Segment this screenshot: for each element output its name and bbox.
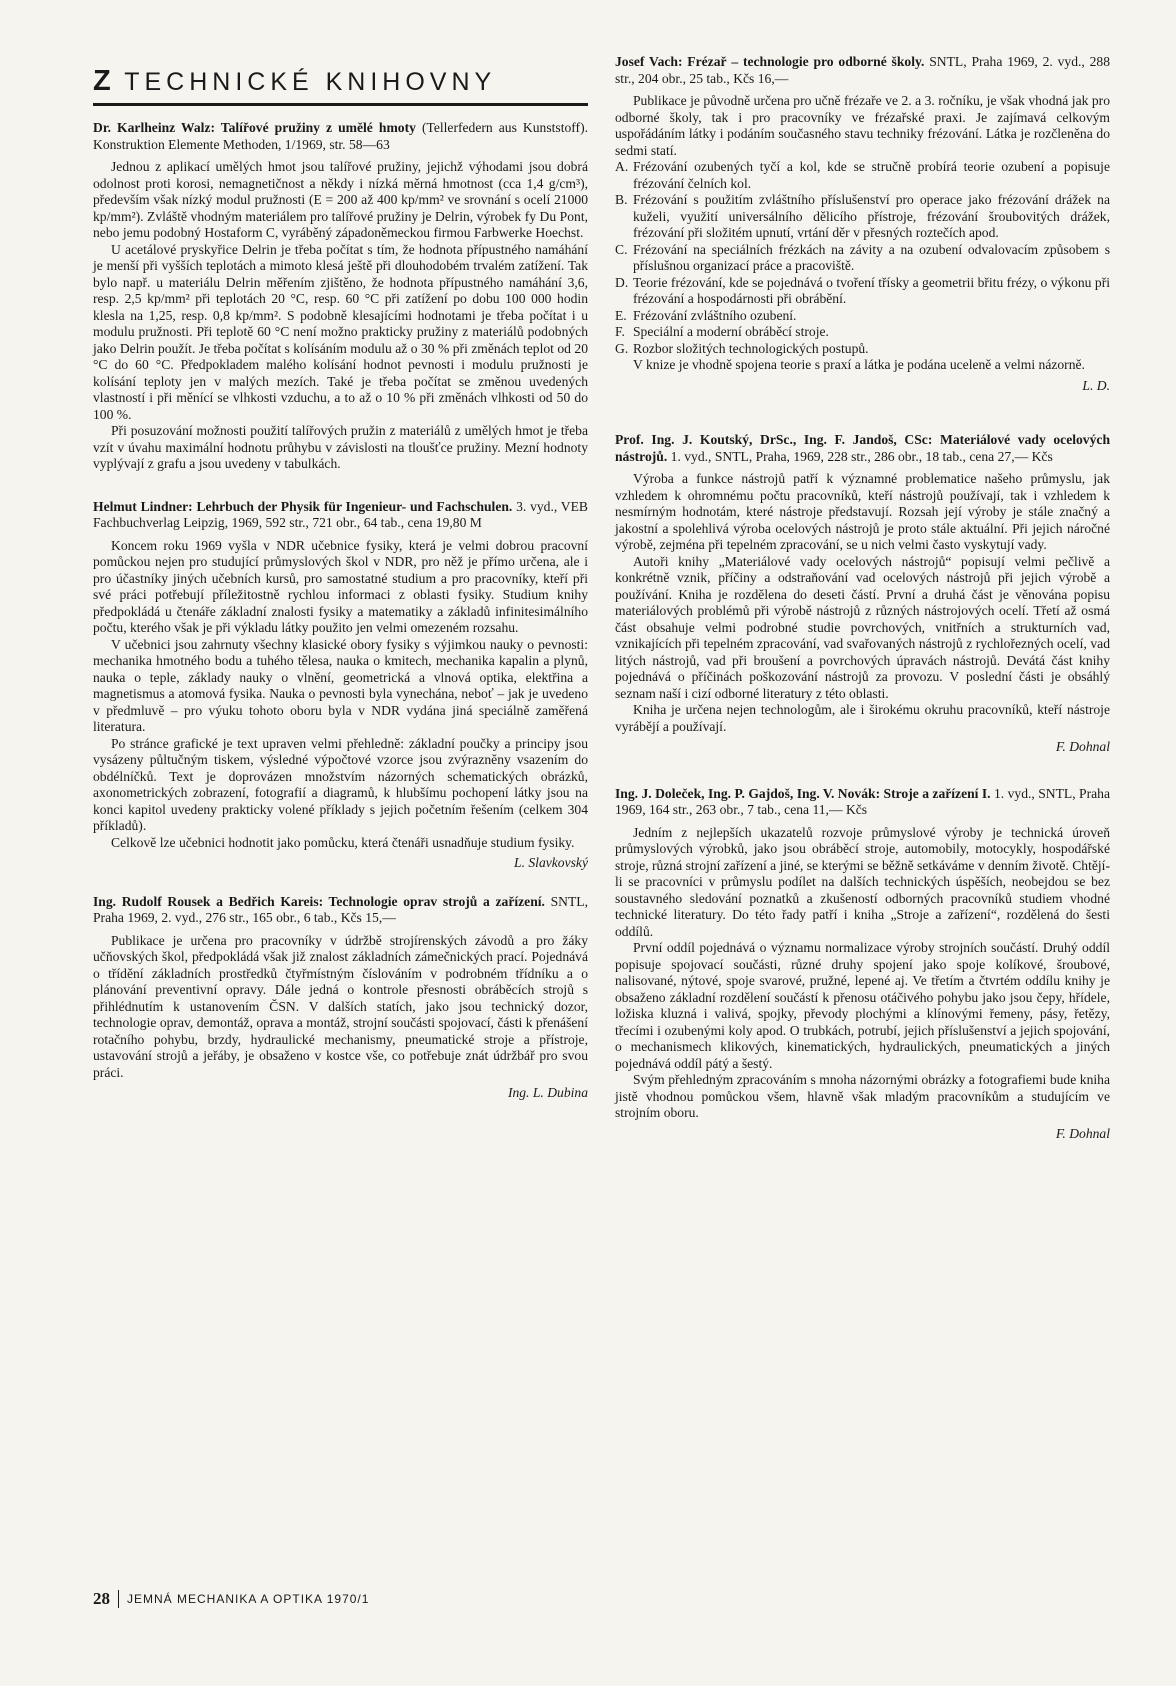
list-item — [615, 324, 1110, 341]
review-author-title: Ing. Rudolf Rousek a Bedřich Kareis: Technologie oprav strojů a zařízení. — [93, 893, 545, 909]
review-heading — [615, 432, 1110, 465]
review-paragraph: Publikace je určena pro pracovníky v údržbě strojírenských závodů a pro žáky učňovských škol, předpokládá však již znalost základních zámečnických prací. Pojednává o třídění základních prostředků čtyřmístným číslováním v podrobném třídníku a o plánování preventivní opravy. Dále jedná o kontrole přesnosti obráběcích strojů s přihlédnutím k ustanovením ČSN. V dalších statích, jako jsou technický dozor, technologie oprav, demontáž, oprava a montáž, strojní součásti spojovací, části k přenášení rotačního pohybu, brzdy, hydraulické mechanismy, pneumatické stroje a přístroje, ustavování strojů a jeřáby, je obsaženo v kostce vše, co potřebuje znát údržbář pro svou práci. — [93, 932, 588, 1080]
review-author-title: Ing. J. Doleček, Ing. P. Gajdoš, Ing. V. Novák: Stroje a zařízení I. — [615, 785, 991, 801]
review-paragraph: Autoři knihy „Materiálové vady ocelových nástrojů“ popisují velmi pečlivě a konkrétně vznik, příčiny a odstraňování vad ocelových nástrojů při jejich výrobě a používání. Kniha je rozdělena do deseti částí. První a druhá část je věnována popisu materiálových problémů při výrobě nástrojů z různých nástrojových ocelí. Třetí až osmá část obsahuje velmi podrobné studie povrchových, vnitřních a strukturních vad, vznikajících při tepelném zpracování, vad svařovaných nástrojů z rychlořezných ocelí, vad litých nástrojů, vad při broušení a povrchových úpravách nástrojů. Devátá část knihy pojednává o příčinách poškozování nástrojů za provozu. V poslední části je obsáhlý seznam naší i cizí odborné literatury z této oblasti. — [615, 553, 1110, 701]
list-letter: A. — [615, 159, 629, 174]
review-signature: F. Dohnal — [1055, 739, 1110, 754]
list-text: Frézování ozubených tyčí a kol, kde se stručně probírá teorie ozubení a popisuje frézování čelních kol. — [633, 159, 1110, 191]
review-heading — [615, 54, 1110, 87]
list-text: Speciální a moderní obráběcí stroje. — [633, 324, 829, 339]
review-paragraph: Koncem roku 1969 vyšla v NDR učebnice fysiky, která je velmi dobrou pracovní pomůckou nejen pro studující průmyslových škol v NDR, pro něž je přímo určena, ale i pro účastníky jiných učebních kursů, pro samostatné studium a pro pracovníky, kteří při své práci potřebují příležitostně rychlou informaci z oblasti fysiky. Studium knihy předpokládá u čtenáře základní znalosti fysiky a matematiky a základů infinitesimálního počtu, kterého však je při výkladu látky použito jen velmi omezeném rozsahu. — [93, 537, 588, 635]
review-bibliography: 1. vyd., SNTL, Praha 1969, 164 str., 263 obr., 7 tab., cena 11,— Kčs — [615, 785, 1111, 817]
review-paragraph: V učebnici jsou zahrnuty všechny klasické obory fysiky s výjimkou nauky o pevnosti: mechanika hmotného bodu a tuhého tělesa, nauka o kmitech, mechanika kapalin a plynů, nauka o teple, základy nauky o vlnění, geometrická a vlnová optika, elektřina a magnetismus a atomová fysika. Nauka o pevnosti byla vynechána, neboť – jak je uvedeno v předmluvě – pro výuku tohoto oboru byla v NDR vydána jiná speciálně zaměřená literatura. — [93, 636, 588, 734]
review-author-title: Prof. Ing. J. Koutský, DrSc., Ing. F. Jandoš, CSc: Materiálové vady ocelových nástrojů. — [615, 432, 1110, 464]
review-signature: Ing. L. Dubina — [507, 1085, 588, 1100]
review-paragraph: Svým přehledným zpracováním s mnoha názornými obrázky a fotografiemi bude kniha jistě vhodnou pomůckou všem, hlavně však mladým pracovníkům a studujícím ve strojním oboru. — [615, 1072, 1110, 1120]
review-paragraph: Jedním z nejlepších ukazatelů rozvoje průmyslové výroby je technická úroveň průmyslových výrobků, jako jsou obráběcí stroje, automobily, motocykly, hospodářské stroje, různá strojní zařízení a jiné, se kterými se běžně setkáváme v denním životě. Chtějí-li se pracovníci v průmyslu podílet na dalších technických úspěších, neobejdou se bez soustavného sledování poznatků a zkušeností odborných pracovníků studiem vhodné technické literatury. Do této řady patří i kniha „Stroje a zařízení“, rozdělená do šesti oddílů. — [615, 824, 1110, 939]
review-paragraph: Jednou z aplikací umělých hmot jsou talířové pružiny, jejichž výhodami jsou dobrá odolnost proti korosi, nemagnetičnost a někdy i nízká měrná hmotnost (cca 1,4 g/cm³), především však nízký modul pružnosti (E = 200 až 400 kp/mm² ve srovnání s ocelí 21000 kp/mm²). Zvláště vhodným materiálem pro talířové pružiny je Delrin, výrobek fy Du Pont, nebo jemu podobný Hostaform C, vyráběný západoněmeckou firmou Farbwerke Hoechst. — [93, 159, 588, 240]
review-bibliography: (Tellerfedern aus Kunststoff). Konstruktion Elemente Methoden, 1/1969, str. 58—63 — [93, 120, 588, 152]
list-item — [615, 308, 1110, 325]
review-bibliography: 3. vyd., VEB Fachbuchverlag Leipzig, 1969, 592 str., 721 obr., 64 tab., cena 19,80 M — [93, 498, 588, 530]
review-heading — [93, 120, 588, 153]
review-signature: F. Dohnal — [1055, 1125, 1110, 1141]
page-footer — [93, 1589, 369, 1609]
list-letter: D. — [615, 274, 629, 290]
list-text: Frézování zvláštního ozubení. — [633, 307, 797, 323]
review-author-title: Josef Vach: Frézař – technologie pro odborné školy. — [615, 54, 925, 69]
list-letter: B. — [615, 192, 628, 207]
review-paragraph: Kniha je určena nejen technologům, ale i širokému okruhu pracovníků, kteří nástroje vyrábějí a používají. — [615, 702, 1110, 734]
review-bibliography: SNTL, Praha 1969, 2. vyd., 288 str., 204 obr., 25 tab., Kčs 16,— — [615, 54, 1110, 86]
review-paragraph: Výroba a funkce nástrojů patří k významné problematice našeho průmyslu, jak vzhledem k ohromnému počtu pracovníků, kteří nástrojů používají, tak i vzhledem k nesmírným hodnotám, které nástroje představují. Rozsah její výroby je stále značný a jakostní a spolehlivá výroba ocelových nástrojů je proto stále aktuální. Při jejich náročné výrobě, zejména při tepelném zpracování, se u nich velmi často vyskytují vady. — [615, 471, 1110, 552]
page-number: 28 — [93, 1589, 110, 1608]
left-column — [93, 54, 588, 1122]
list-letter: F. — [615, 324, 625, 339]
list-item — [615, 159, 1110, 192]
review-rousek — [93, 894, 588, 1102]
list-item — [615, 192, 1110, 242]
list-item — [615, 341, 1110, 358]
section-title-initial: Z — [93, 65, 113, 97]
journal-name: JEMNÁ MECHANIKA A OPTIKA 1970/1 — [127, 1592, 370, 1606]
list-item — [615, 242, 1110, 275]
review-heading — [93, 894, 588, 927]
review-paragraph: První oddíl pojednává o významu normalizace výroby strojních součástí. Druhý oddíl popisuje spojovací součásti, různé druhy spojení jako spoje kolíkové, šroubové, nalisované, nýtové, spoje svarové, pružné, lepené aj. Ve třetím a čtvrtém oddílu knihy je obsaženo základní rozdělení součástí k přenosu otáčivého pohybu jako jsou čepy, hřídele, ložiska kluzná i valivá, spojky, převody plochými a klínovými řemeny, pásy, řetězy, třecími i ozubenými koly apod. O trubkách, potrubí, jejich příslušenství a jejich spojování, o mechanismech klikových, kinematických, hydraulických, pneumatických a jiných pojednává oddíl pátý a šestý. — [615, 940, 1110, 1071]
review-bibliography: 1. vyd., SNTL, Praha, 1969, 228 str., 286 obr., 18 tab., cena 27,— Kčs — [667, 448, 1053, 464]
review-author-title: Dr. Karlheinz Walz: Talířové pružiny z umělé hmoty — [93, 120, 416, 135]
review-author-title: Helmut Lindner: Lehrbuch der Physik für Ingenieur- und Fachschulen. — [93, 498, 513, 514]
chapter-list — [615, 159, 1110, 357]
review-bibliography: SNTL, Praha 1969, 2. vyd., 276 str., 165 obr., 6 tab., Kčs 15,— — [93, 893, 588, 925]
list-letter: C. — [615, 241, 628, 257]
footer-divider — [118, 1590, 119, 1608]
review-walz — [93, 120, 588, 473]
section-title-rest: TECHNICKÉ KNIHOVNY — [124, 68, 497, 96]
list-text: Teorie frézování, kde se pojednává o tvoření třísky a geometrii břitu frézy, o výkonu při frézování a hospodárnosti při obrábění. — [633, 274, 1110, 306]
list-item — [615, 275, 1110, 308]
list-letter: E. — [615, 307, 627, 323]
list-text: Frézování na speciálních frézkách na závity a na ozubení odvalovacím způsobem s příslušnou organizací práce a pracoviště. — [633, 241, 1110, 273]
review-paragraph: V knize je vhodně spojena teorie s praxí a látka je podána uceleně a velmi názorně. — [633, 357, 1085, 372]
review-paragraph: Publikace je původně určena pro učně frézaře ve 2. a 3. ročníku, je však vhodná jak pro odborné školy, tak i pro pracovníky ve frézařské praxi. Je zajímavá celkovým uspořádáním látky i podáním současného stavu techniky frézování. Látka je rozčleněna do sedmi statí. — [615, 93, 1110, 158]
review-heading — [615, 786, 1110, 819]
review-signature: L. Slavkovský — [514, 855, 588, 870]
review-koutsky — [615, 432, 1110, 756]
section-title — [93, 66, 588, 97]
review-heading — [93, 499, 588, 532]
review-vach — [615, 54, 1110, 394]
review-signature: L. D. — [1082, 377, 1110, 393]
list-text: Rozbor složitých technologických postupů. — [633, 340, 869, 356]
review-paragraph: Po stránce grafické je text upraven velmi přehledně: základní poučky a principy jsou vysázeny půltučným tiskem, výsledné výpočtové vzorce jsou zvýrazněny vsazením do obdélníčků. Text je doprovázen množstvím názorných schematických obrázků, axonometrických zobrazení, fotografií a diagramů, k hlubšímu pochopení látky jsou na konci kapitol uvedeny prakticky volené příklady s jejich početním řešením (celkem 304 příkladů). — [93, 735, 588, 833]
review-lindner — [93, 499, 588, 872]
review-paragraph: U acetálové pryskyřice Delrin je třeba počítat s tím, že hodnota přípustného namáhání je menší při vyšších teplotách a mimoto klesá ještě při dlouhodobém trvalém zatížení. Tak bylo např. u materiálu Delrin měřením zjištěno, že hodnota přípustného namáhání 3,6, resp. 2,5 kp/mm² při teplotách 20 °C, resp. 60 °C při zatížení po dobu 100 000 hodin klesla na 1,25, resp. 0,8 kp/mm². S podobně klesajícími hodnotami je třeba počítat i u modulu pružnosti. Při teplotě 60 °C není možno prakticky pružiny z materiálů podobných jako Delrin použít. Je třeba počítat s kolísáním modulu až o 30 % při změnách teplot od 20 °C do 60 °C. Předpokladem malého kolísání hodnot pevnosti i modulu pružnosti je kolísání teploty jen v malých mezích. Také je třeba počítat se změnou uvedených vlastností i při měnící se vlhkosti vzduchu, a to až o 10 % při změnách vlhkosti od 50 do 100 %. — [93, 241, 588, 422]
right-column — [615, 54, 1110, 1162]
review-dolecek — [615, 786, 1110, 1143]
list-text: Frézování s použitím zvláštního příslušenství pro operace jako frézování drážek na kuželi, využití universálního dělicího přístroje, frézování šroubovitých drážek, frézování při složitém upnutí, vrtání děr v přesných roztečích apod. — [633, 192, 1110, 240]
review-paragraph: Při posuzování možnosti použití talířových pružin z materiálů z umělých hmot je třeba vzít v úvahu maximální hodnotu průhybu v závislosti na tloušťce pružiny. Mezní hodnoty vyplývají z grafu a jsou uvedeny v tabulkách. — [93, 423, 588, 471]
review-paragraph: Celkově lze učebnici hodnotit jako pomůcku, která čtenáři usnadňuje studium fysiky. — [111, 834, 575, 850]
list-letter: G. — [615, 340, 629, 356]
title-rule — [93, 103, 588, 106]
